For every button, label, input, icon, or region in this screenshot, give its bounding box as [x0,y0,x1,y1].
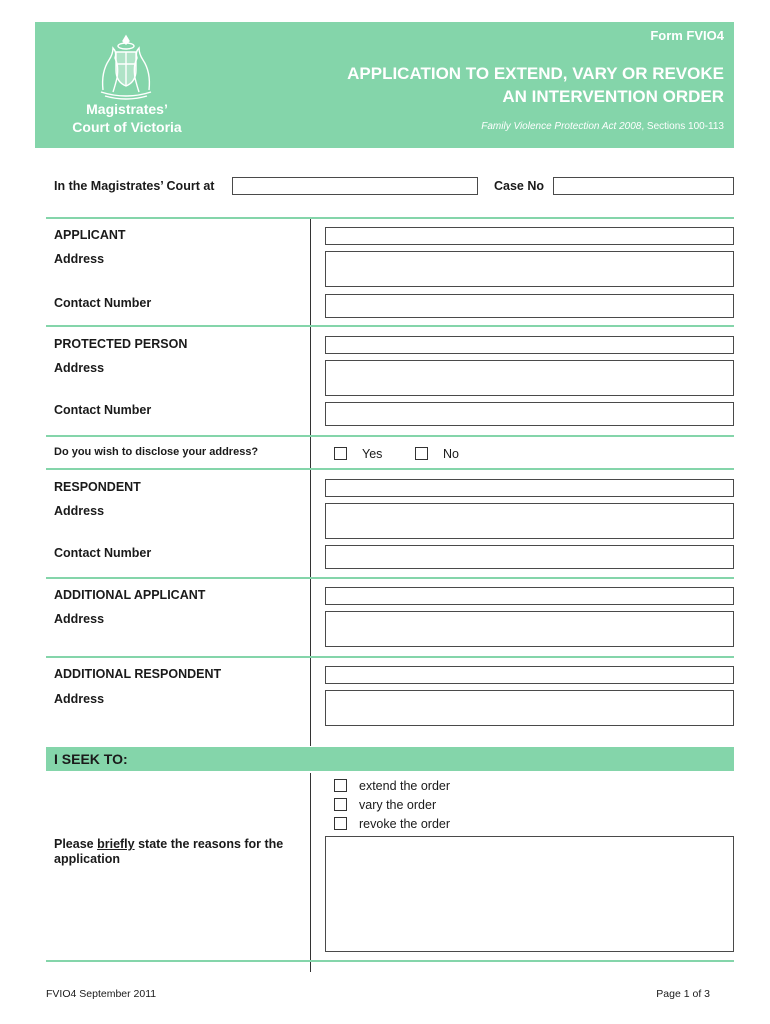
reasons-label-line1 [54,837,283,852]
respondent-contact-label: Contact Number [54,546,152,560]
additional-respondent-address-label: Address [54,692,105,706]
divider [46,468,734,470]
divider [46,325,734,327]
divider [46,435,734,437]
disclose-no-checkbox[interactable] [415,447,428,460]
additional-respondent-title: ADDITIONAL RESPONDENT [54,667,222,681]
act-name: Family Violence Protection Act 2008 [481,121,642,132]
disclose-no-label: No [443,447,459,461]
page-number: Page 1 of 3 [656,988,710,1000]
protected-person-name-input[interactable] [325,336,734,354]
protected-person-contact-label: Contact Number [54,403,152,417]
reasons-textarea[interactable] [325,836,734,952]
seek-section-title: I SEEK TO: [54,751,128,767]
respondent-contact-input[interactable] [325,545,734,569]
divider [46,217,734,219]
disclose-question: Do you wish to disclose your address? [54,446,259,458]
reasons-post: state the reasons for the [134,837,284,851]
reasons-pre: Please [54,837,98,851]
case-no-input[interactable] [553,177,734,195]
protected-person-address-input[interactable] [325,360,734,396]
applicant-name-input[interactable] [325,227,734,245]
additional-respondent-address-input[interactable] [325,690,734,726]
column-divider [310,773,311,972]
coat-of-arms-icon [95,32,157,100]
column-divider [310,219,311,746]
applicant-address-label: Address [54,252,105,266]
act-sections: , Sections 100-113 [641,121,724,132]
page-title [347,62,724,108]
applicant-title: APPLICANT [54,228,126,242]
form-code: Form FVIO4 [650,28,724,43]
divider [46,960,734,962]
vary-order-checkbox[interactable] [334,798,347,811]
protected-person-contact-input[interactable] [325,402,734,426]
additional-applicant-title: ADDITIONAL APPLICANT [54,588,206,602]
additional-applicant-address-label: Address [54,612,105,626]
court-name-line2: Court of Victoria [72,119,182,135]
court-name [53,100,201,136]
title-line2: AN INTERVENTION ORDER [502,87,724,106]
court-label: In the Magistrates’ Court at [54,179,215,193]
court-name-line1: Magistrates’ [86,101,168,117]
respondent-address-label: Address [54,504,105,518]
extend-order-checkbox[interactable] [334,779,347,792]
disclose-yes-label: Yes [362,447,383,461]
revoke-order-checkbox[interactable] [334,817,347,830]
additional-applicant-name-input[interactable] [325,587,734,605]
reasons-label-line2: application [54,852,120,866]
extend-order-label: extend the order [359,779,451,793]
disclose-yes-checkbox[interactable] [334,447,347,460]
applicant-contact-label: Contact Number [54,296,152,310]
protected-person-address-label: Address [54,361,105,375]
act-reference [481,121,724,132]
divider [46,577,734,579]
reasons-emphasis: briefly [97,837,135,851]
reasons-label [54,837,283,867]
seek-section-bar [46,747,734,771]
applicant-address-input[interactable] [325,251,734,287]
form-header [35,22,734,148]
applicant-contact-input[interactable] [325,294,734,318]
revoke-order-label: revoke the order [359,817,451,831]
respondent-title: RESPONDENT [54,480,141,494]
protected-person-title: PROTECTED PERSON [54,337,188,351]
title-line1: APPLICATION TO EXTEND, VARY OR REVOKE [347,64,724,83]
respondent-name-input[interactable] [325,479,734,497]
court-input[interactable] [232,177,478,195]
vary-order-label: vary the order [359,798,437,812]
divider [46,656,734,658]
additional-applicant-address-input[interactable] [325,611,734,647]
case-no-label: Case No [494,179,545,193]
respondent-address-input[interactable] [325,503,734,539]
form-version: FVIO4 September 2011 [46,988,157,1000]
additional-respondent-name-input[interactable] [325,666,734,684]
